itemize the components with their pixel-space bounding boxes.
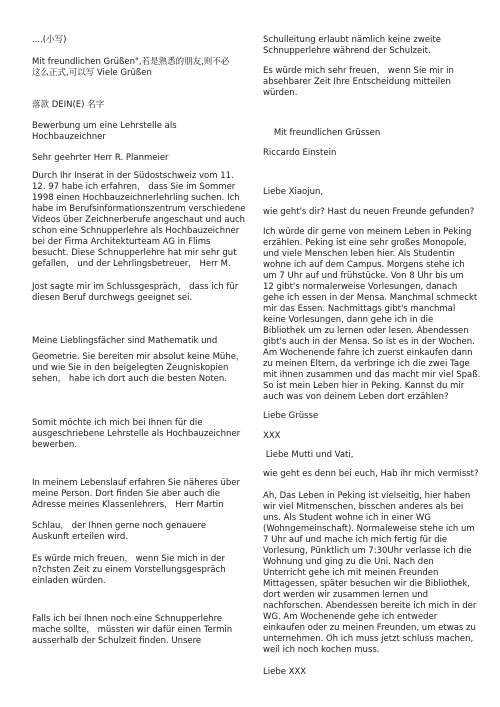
left-paragraph: Falls ich bei Ihnen noch eine Schnupperlehre mache sollte， müssten wir dafür einen Termin ausserhalb der Schulzeit finden. Unsere <box>32 614 233 646</box>
right-paragraph: Es würde mich sehr freuen， wenn Sie mir in absehbarer Zeit Ihre Entscheidung mitteilen würden. <box>263 66 454 98</box>
right-paragraph: wie geht es denn bei euch, Hab ihr mich vermisst? <box>263 469 479 479</box>
right-paragraph: Schulleitung erlaubt nämlich keine zweite Schnupperlehre während der Schulzeit. <box>263 35 441 56</box>
left-paragraph: ....(小写) <box>32 35 67 45</box>
right-paragraph: Liebe Grüsse <box>263 411 319 421</box>
right-paragraph: wie geht's dir? Hast du neuen Freunde gefunden? <box>263 207 475 217</box>
left-paragraph: Geometrie. Sie bereiten mir absolut keine Mühe， und wie Sie in den beigelegten Zeugniskopien sehen， habe ich dort auch die besten Noten. <box>32 352 245 384</box>
right-paragraph: Riccardo Einstein <box>263 148 337 158</box>
left-paragraph: Jost sagte mir im Schlussgespräch， dass ich für diesen Beruf durchwegs geeignet sei. <box>32 282 239 303</box>
right-paragraph: XXX <box>263 431 281 441</box>
right-paragraph: Ich würde dir gerne von meinem Leben in Peking erzählen. Peking ist eine sehr großes Monopole, und viele Menschen leben hier. Als Studentin wohne ich auf dem Campus. Morgens stehe ich um 7 Uhr auf und frühstücke. Von 8 Uhr bis um 12 gibt's normalerweise Vorlesungen, danach gehe ich essen in der Mensa. Manchmal schmeckt mir das Essen. Nachmittags gibt's manchmal keine Vorlesungen, dann gehe ich in die Bibliothek um zu lernen oder lesen. Abendessen gibt's auch in der Mensa. So ist es in der Wochen. Am Wochenende fahre ich zuerst einkaufen dann zu meinen Eltern, da verbringe ich die zwei Tage mit ihnen zusammen und das macht mir viel Spaß. So ist mein Leben hier in Peking. Kannst du mir auch was von deinem Leben dort erzählen? <box>263 227 481 402</box>
right-paragraph: Liebe Xiaojun, <box>263 187 324 197</box>
left-paragraph: Meine Lieblingsfächer sind Mathematik und <box>32 336 218 346</box>
left-paragraph: Durch Ihr Inserat in der Südostschweiz vom 11. 12. 97 habe ich erfahren， dass Sie im Sommer 1998 einen Hochbauzeichnerlehrling suchen. Ich habe im Berufsinformationszentrum verschiedene Videos über Zeichnerberufe angeschaut und auch schon eine Schnupperlehre als Hochbauzeichner bei der Firma Architekturteam AG in Flims besucht. Diese Schnupperlehre hat mir sehr gut gefallen， und der Lehrlingsbetreuer， Herr M. <box>32 171 246 269</box>
left-paragraph: Es würde mich freuen， wenn Sie mich in der n?chsten Zeit zu einem Vorstellungsgespräch einladen würden. <box>32 554 226 586</box>
left-paragraph: Schlau， der Ihnen gerne noch genauere Auskunft erteilen wird. <box>32 521 207 542</box>
left-paragraph: Somit möchte ich mich bei Ihnen für die ausgeschriebene Lehrstelle als Hochbauzeichner bewerben. <box>32 418 241 450</box>
right-paragraph: Liebe XXX <box>263 667 307 677</box>
right-paragraph: Ah, Das Leben in Peking ist vielseitig, hier haben wir viel Mitmenschen, bisschen anderes als bei uns. Als Student wohne ich in einer WG (Wohngemeinschaft). Normaleweise stehe ich um 7 Uhr auf und mache ich mich fertig für die Vorlesung, Pünktlich um 7:30Uhr verlasse ich die Wohnung und ging zu die Uni. Nach den Unterricht gehe ich mit meinen Freunden Mittagessen, später besuchen wir die Bibliothek, dort werden wir zusammen lernen und nachforschen. Abendessen bereite ich mich in der WG. Am Wochenende gehe ich entweder einkaufen oder zu meinen Freunden, um etwas zu unternehmen. Oh ich muss jetzt schluss machen, weil ich noch kochen muss. <box>263 491 477 655</box>
left-paragraph: 落款 DEIN(E) 名字 <box>32 100 105 110</box>
left-paragraph: Sehr geehrter Herr R. Planmeier <box>32 153 169 163</box>
left-paragraph: In meinem Lebenslauf erfahren Sie näheres über meine Person. Dort finden Sie aber auch die Adresse meines Klassenlehrers， Herr Martin <box>32 478 240 510</box>
right-paragraph: Liebe Mutti und Vati, <box>263 450 354 460</box>
left-paragraph: Mit freundlichen Grüßen",若是熟悉的朋友,则不必 这么正式,可以写 Viele Grüßen <box>32 57 230 78</box>
left-paragraph: Bewerbung um eine Lehrstelle als Hochbauzeichner <box>32 121 177 142</box>
right-paragraph: Mit freundlichen Grüssen <box>263 128 381 138</box>
